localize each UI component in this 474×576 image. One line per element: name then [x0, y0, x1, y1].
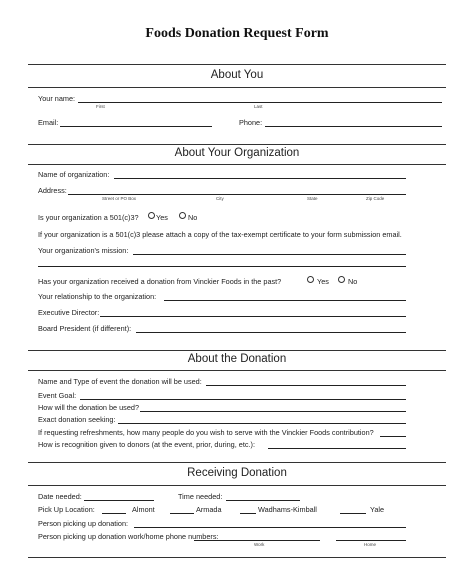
- top-rule: [28, 64, 446, 65]
- 501c3-no-label: No: [188, 213, 198, 222]
- 501c3-note: If your organization is a 501(c)3 please attach a copy of the tax-exempt certificate to your form submission email.: [38, 230, 402, 239]
- your-name-field[interactable]: [78, 102, 442, 103]
- pickup-location-label: Pick Up Location:: [38, 505, 95, 514]
- email-field[interactable]: [60, 126, 212, 127]
- past-donation-no-label: No: [348, 277, 358, 286]
- event-goal-field[interactable]: [80, 399, 406, 400]
- pickup-wadhams-field[interactable]: [240, 513, 256, 514]
- pickup-yale-label: Yale: [370, 505, 385, 514]
- state-caption: State: [307, 196, 318, 201]
- mission-field[interactable]: [133, 254, 406, 255]
- organization-name-field[interactable]: [114, 178, 406, 179]
- donation-use-label: How will the donation be used?: [38, 403, 140, 412]
- section-about-organization: About Your Organization: [174, 147, 300, 159]
- event-field[interactable]: [206, 385, 406, 386]
- event-goal-label: Event Goal:: [38, 391, 77, 400]
- section-rule: [28, 485, 446, 486]
- past-donation-yes-label: Yes: [317, 277, 329, 286]
- recognition-field[interactable]: [268, 448, 406, 449]
- 501c3-no-radio[interactable]: [179, 212, 186, 219]
- date-needed-field[interactable]: [84, 500, 154, 501]
- section-rule: [28, 462, 446, 463]
- mission-field[interactable]: [38, 266, 406, 267]
- address-label: Address:: [38, 186, 67, 195]
- pickup-armada-field[interactable]: [170, 513, 194, 514]
- relationship-label: Your relationship to the organization:: [38, 292, 157, 301]
- phone-field[interactable]: [265, 126, 442, 127]
- page-title: Foods Donation Request Form: [145, 26, 329, 41]
- event-label: Name and Type of event the donation will be used:: [38, 377, 202, 386]
- city-caption: City: [216, 196, 224, 201]
- 501c3-yes-radio[interactable]: [148, 212, 155, 219]
- 501c3-question: Is your organization a 501(c)3?: [38, 213, 139, 222]
- organization-name-label: Name of organization:: [38, 170, 110, 179]
- section-rule: [28, 144, 446, 145]
- section-receiving-donation: Receiving Donation: [187, 467, 287, 479]
- donation-use-field[interactable]: [140, 411, 406, 412]
- pickup-almont-field[interactable]: [102, 513, 126, 514]
- work-phone-field[interactable]: [194, 540, 320, 541]
- pickup-armada-label: Armada: [196, 505, 222, 514]
- home-caption: Home: [364, 542, 377, 547]
- section-rule: [28, 370, 446, 371]
- recognition-label: How is recognition given to donors (at the event, prior, during, etc.):: [38, 440, 255, 449]
- phone-label: Phone:: [239, 118, 263, 127]
- section-about-donation: About the Donation: [187, 353, 287, 365]
- work-caption: Work: [254, 542, 265, 547]
- last-name-caption: Last: [254, 104, 263, 109]
- exact-donation-label: Exact donation seeking:: [38, 415, 116, 424]
- board-president-label: Board President (if different):: [38, 324, 132, 333]
- time-needed-label: Time needed:: [178, 492, 223, 501]
- date-needed-label: Date needed:: [38, 492, 82, 501]
- home-phone-field[interactable]: [336, 540, 406, 541]
- refreshments-field[interactable]: [380, 436, 406, 437]
- board-president-field[interactable]: [136, 332, 406, 333]
- section-rule: [28, 87, 446, 88]
- 501c3-yes-label: Yes: [156, 213, 168, 222]
- pickup-wadhams-label: Wadhams-Kimball: [258, 505, 317, 514]
- address-field[interactable]: [68, 194, 406, 195]
- past-donation-no-radio[interactable]: [338, 276, 345, 283]
- zip-caption: Zip Code: [366, 196, 385, 201]
- your-name-label: Your name:: [38, 94, 76, 103]
- email-label: Email:: [38, 118, 59, 127]
- past-donation-question: Has your organization received a donation from Vinckier Foods in the past?: [38, 277, 282, 286]
- pickup-almont-label: Almont: [132, 505, 155, 514]
- pickup-phones-label: Person picking up donation work/home phone numbers:: [38, 532, 219, 541]
- mission-label: Your organization's mission:: [38, 246, 129, 255]
- executive-director-field[interactable]: [100, 316, 406, 317]
- executive-director-label: Executive Director:: [38, 308, 100, 317]
- section-rule: [28, 350, 446, 351]
- pickup-yale-field[interactable]: [340, 513, 366, 514]
- time-needed-field[interactable]: [226, 500, 300, 501]
- relationship-field[interactable]: [164, 300, 406, 301]
- refreshments-label: If requesting refreshments, how many people do you wish to serve with the Vinckier Foods contribution?: [38, 428, 374, 437]
- pickup-person-label: Person picking up donation:: [38, 519, 129, 528]
- section-rule: [28, 164, 446, 165]
- section-about-you: About You: [210, 69, 264, 81]
- exact-donation-field[interactable]: [118, 423, 406, 424]
- past-donation-yes-radio[interactable]: [307, 276, 314, 283]
- pickup-person-field[interactable]: [134, 527, 406, 528]
- bottom-rule: [28, 557, 446, 558]
- street-caption: Street or PO Box: [102, 196, 137, 201]
- first-name-caption: First: [96, 104, 105, 109]
